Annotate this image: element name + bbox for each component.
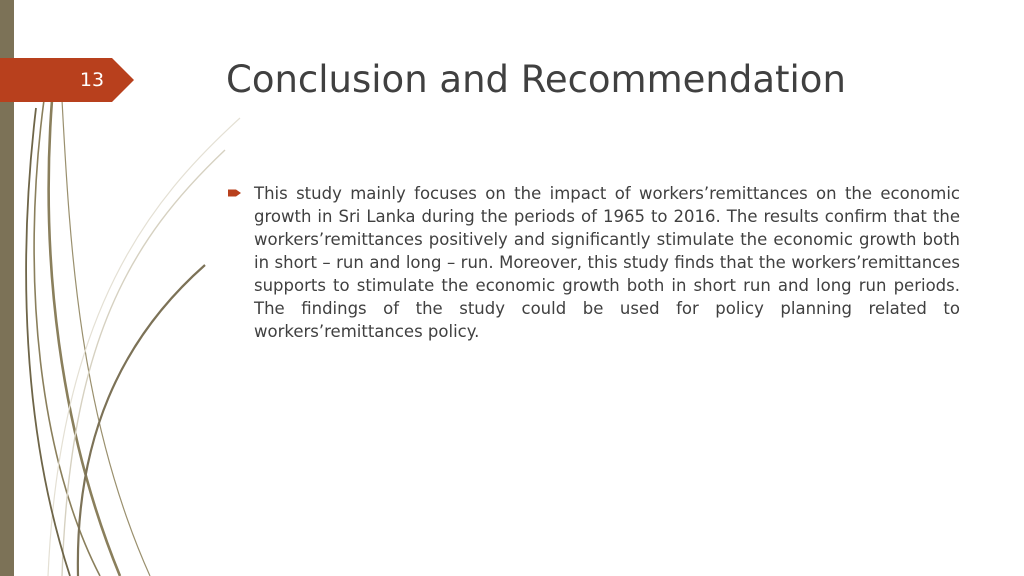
arrow-bullet-icon — [228, 188, 242, 198]
content-area — [228, 182, 960, 343]
bullet-paragraph: This study mainly focuses on the impact of workers’remittances on the economic growth in Sri Lanka during the periods of 1965 to 2016. The results confirm that the workers’remittances positively and significantly stimulate the economic growth both in short – run and long – run. Moreover, this study finds that the workers’remittances supports to stimulate the economic growth both in short run and long run periods. The findings of the study could be used for policy planning related to workers’remittances policy. — [254, 184, 960, 341]
bullet-item — [228, 182, 960, 343]
slide-title: Conclusion and Recommendation — [226, 58, 846, 101]
slide-number: 13 — [79, 69, 105, 91]
